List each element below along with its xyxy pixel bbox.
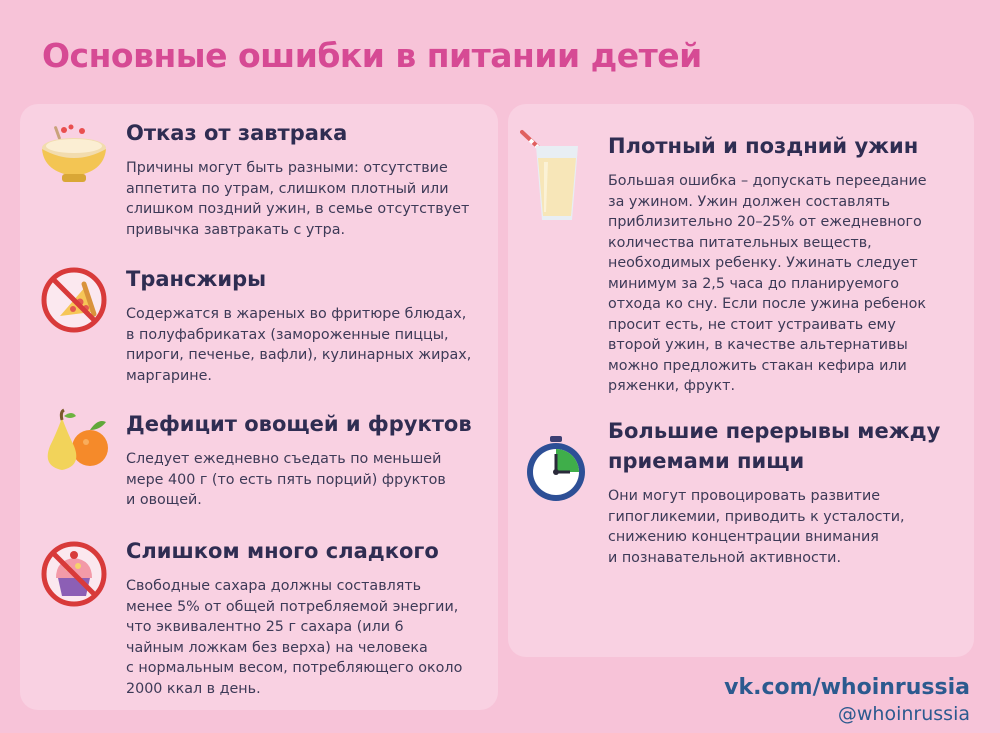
section-text: Они могут провоцировать развитие гипогликемии, приводить к усталости, снижению концентрации внимания и познавательной активности. [608,488,905,566]
vk-link[interactable]: vk.com/whoinrussia [724,675,970,700]
section-text: Следует ежедневно съедать по меньшей мере 400 г (то есть пять порций) фруктов и овощей. [126,451,446,508]
social-handle: @whoinrussia [837,703,970,725]
pear-orange-icon [38,408,112,476]
clock-icon [524,436,588,502]
porridge-bowl-icon [38,122,110,188]
section-too-much-sugar [126,536,462,699]
footer-social [724,674,970,726]
no-pizza-icon [40,266,108,334]
section-heading: Большие перерывы между приемами пищи [608,419,941,473]
section-heading: Отказ от завтрака [126,121,348,145]
section-heading: Дефицит овощей и фруктов [126,412,472,436]
section-late-dinner [608,131,927,397]
section-text: Большая ошибка – допускать переедание за ужином. Ужин должен составлять приблизительно 20–25% от ежедневного количества питательных веществ, необходимых ребенку. Ужинать следует минимум за 2,5 часа до планируемого отхода ко сну. Если после ужина ребенок просит есть, не стоит устраивать ему второй ужин, в качестве альтернативы можно предложить стакан кефира или ряженки, фрукт. [608,173,927,394]
section-heading: Плотный и поздний ужин [608,134,919,158]
section-text: Содержатся в жареных во фритюре блюдах, в полуфабрикатах (замороженные пиццы, пироги, печенье, вафли), кулинарных жирах, маргарине. [126,306,472,384]
section-fruit-vegetables [126,409,472,511]
section-text: Свободные сахара должны составлять менее 5% от общей потребляемой энергии, что эквивалентно 25 г сахара (или 6 чайным ложкам без верха) на человека с нормальным весом, потребляющего около 2000 ккал в день. [126,578,463,697]
section-long-breaks [608,416,940,568]
milk-glass-icon [520,128,584,224]
section-heading: Слишком много сладкого [126,539,439,563]
section-skipping-breakfast [126,118,469,240]
section-text: Причины могут быть разными: отсутствие аппетита по утрам, слишком плотный или слишком поздний ужин, в семье отсутствует привычка завтракать с утра. [126,160,470,238]
no-cupcake-icon [40,540,108,608]
page-title: Основные ошибки в питании детей [42,36,702,75]
section-heading: Трансжиры [126,267,267,291]
section-trans-fats [126,264,471,386]
